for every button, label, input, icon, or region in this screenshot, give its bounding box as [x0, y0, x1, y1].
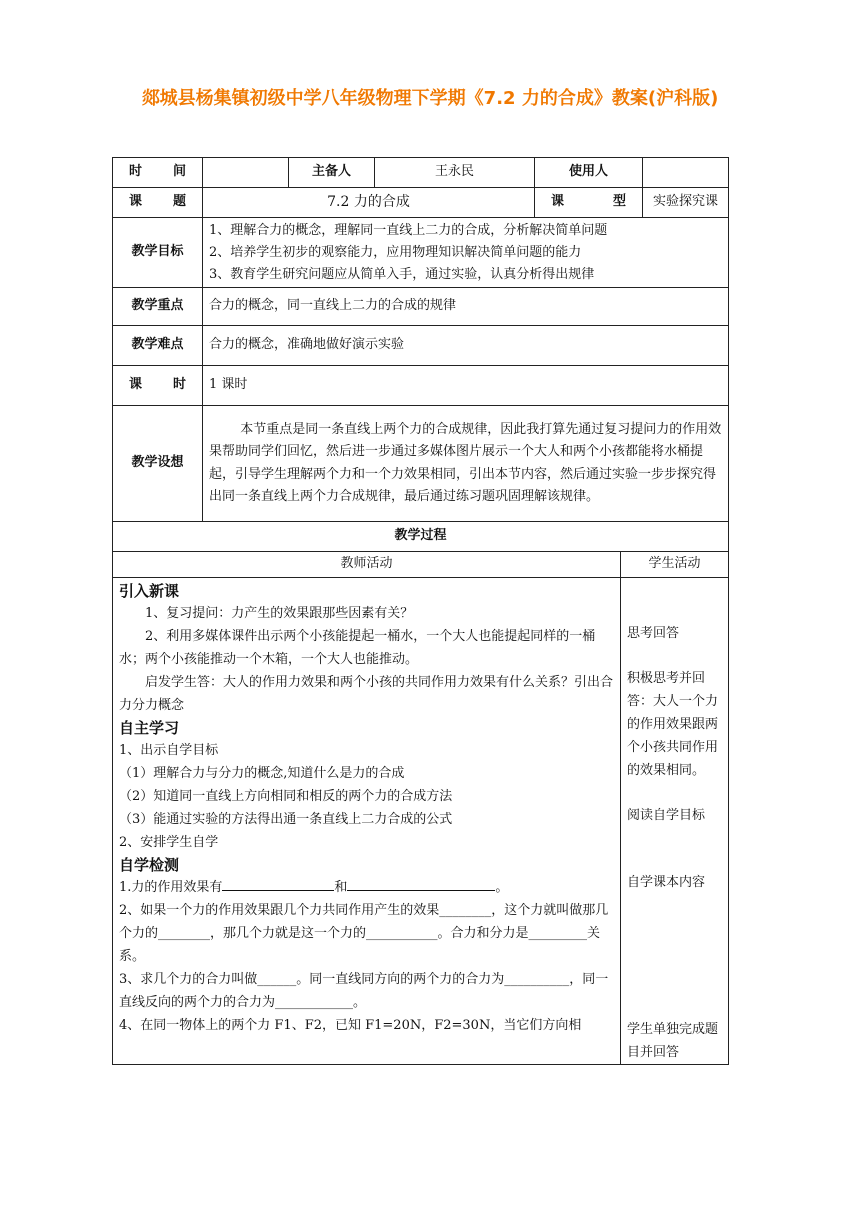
header-row-1 — [113, 158, 729, 188]
difficulty-row — [113, 326, 729, 366]
process-title: 教学过程 — [113, 522, 729, 552]
section-heading: 自学检测 — [119, 856, 180, 874]
student-text: 自学课本内容 — [627, 875, 706, 890]
question-4: 4、在同一物体上的两个力 F1、F2，已知 F1=20N，F2=30N，当它们方向相 — [119, 1018, 582, 1033]
student-text: 学生单独完成题目并回答 — [627, 1022, 719, 1060]
text-line: 启发学生答：大人的作用力效果和两个小孩的共同作用力效果有什么关系？引出合力分力概念 — [119, 675, 614, 713]
goal-item: 2、培养学生初步的观察能力，应用物理知识解决简单问题的能力 — [209, 244, 582, 260]
type-value: 实验探究课 — [643, 188, 729, 218]
question-1: 1.力的作用效果有 和 。 — [119, 876, 614, 899]
design-value: 本节重点是同一条直线上两个力的合成规律，因此我打算先通过复习提问力的作用效果帮助同学们回忆，然后进一步通过多媒体图片展示一个大人和两个小孩都能将水桶提起，引导学生理解两个力和一个力效果相同，引出本节内容，然后通过实验一步步探究得出同一条直线上两个力合成规律，最后通过练习题巩固理解该规律。 — [203, 406, 729, 522]
header-row-2 — [113, 188, 729, 218]
time-value — [203, 158, 289, 188]
text-line: （1）理解合力与分力的概念,知道什么是力的合成 — [119, 766, 405, 781]
design-row — [113, 406, 729, 522]
section-heading: 自主学习 — [119, 719, 180, 737]
student-activity — [621, 578, 729, 1065]
student-text: 阅读自学目标 — [627, 808, 706, 823]
goals-label: 教学目标 — [113, 218, 203, 288]
document-title: 郯城县杨集镇初级中学八年级物理下学期《7.2 力的合成》教案(沪科版) — [141, 88, 719, 109]
text-line: 2、安排学生自学 — [119, 835, 219, 850]
topic-value: 7.2 力的合成 — [203, 188, 535, 218]
question-3: 3、求几个力的合力叫做______。同一直线同方向的两个力的合力为__________，同一直线反向的两个力的合力为____________。 — [119, 972, 609, 1010]
topic-label: 课 题 — [113, 188, 203, 218]
user-label: 使用人 — [535, 158, 643, 188]
preparer-value: 王永民 — [375, 158, 535, 188]
process-content-row — [113, 578, 729, 1065]
goal-item: 1、理解合力的概念，理解同一直线上二力的合成，分析解决简单问题 — [209, 222, 608, 238]
student-col-header: 学生活动 — [621, 552, 729, 578]
difficulty-value: 合力的概念，准确地做好演示实验 — [203, 326, 729, 366]
process-title-row — [113, 522, 729, 552]
process-columns-row — [113, 552, 729, 578]
text-line: 2、利用多媒体课件出示两个小孩能提起一桶水，一个大人也能提起同样的一桶水；两个小孩能推动一个木箱，一个大人也能推动。 — [119, 629, 596, 667]
key-point-label: 教学重点 — [113, 288, 203, 326]
type-label: 课 型 — [535, 188, 643, 218]
hours-value: 1 课时 — [203, 366, 729, 406]
answer-blank — [347, 876, 495, 891]
text-line: （2）知道同一直线上方向相同和相反的两个力的合成方法 — [119, 789, 453, 804]
student-text: 思考回答 — [627, 626, 680, 641]
section-heading: 引入新课 — [119, 582, 180, 600]
key-point-row — [113, 288, 729, 326]
lesson-plan-table — [112, 157, 729, 1065]
time-label: 时 间 — [113, 158, 203, 188]
text-line: （3）能通过实验的方法得出通一条直线上二力合成的公式 — [119, 812, 453, 827]
design-label: 教学设想 — [113, 406, 203, 522]
student-text: 积极思考并回答：大人一个力的作用效果跟两个小孩共同作用的效果相同。 — [627, 671, 719, 778]
teacher-activity — [113, 578, 621, 1065]
key-point-value: 合力的概念，同一直线上二力的合成的规律 — [203, 288, 729, 326]
goal-item: 3、教育学生研究问题应从简单入手，通过实验，认真分析得出规律 — [209, 266, 595, 282]
answer-blank — [222, 876, 334, 891]
goals-content — [203, 218, 729, 288]
question-2: 2、如果一个力的作用效果跟几个力共同作用产生的效果________，这个力就叫做那几个力的________，那几个力就是这一个力的___________。合力和分力是_________关系。 — [119, 903, 609, 964]
user-value — [643, 158, 729, 188]
hours-label: 课 时 — [113, 366, 203, 406]
hours-row — [113, 366, 729, 406]
text-line: 1、出示自学目标 — [119, 743, 219, 758]
difficulty-label: 教学难点 — [113, 326, 203, 366]
preparer-label: 主备人 — [289, 158, 375, 188]
text-line: 1、复习提问：力产生的效果跟那些因素有关？ — [145, 606, 414, 621]
goals-row — [113, 218, 729, 288]
teacher-col-header: 教师活动 — [113, 552, 621, 578]
